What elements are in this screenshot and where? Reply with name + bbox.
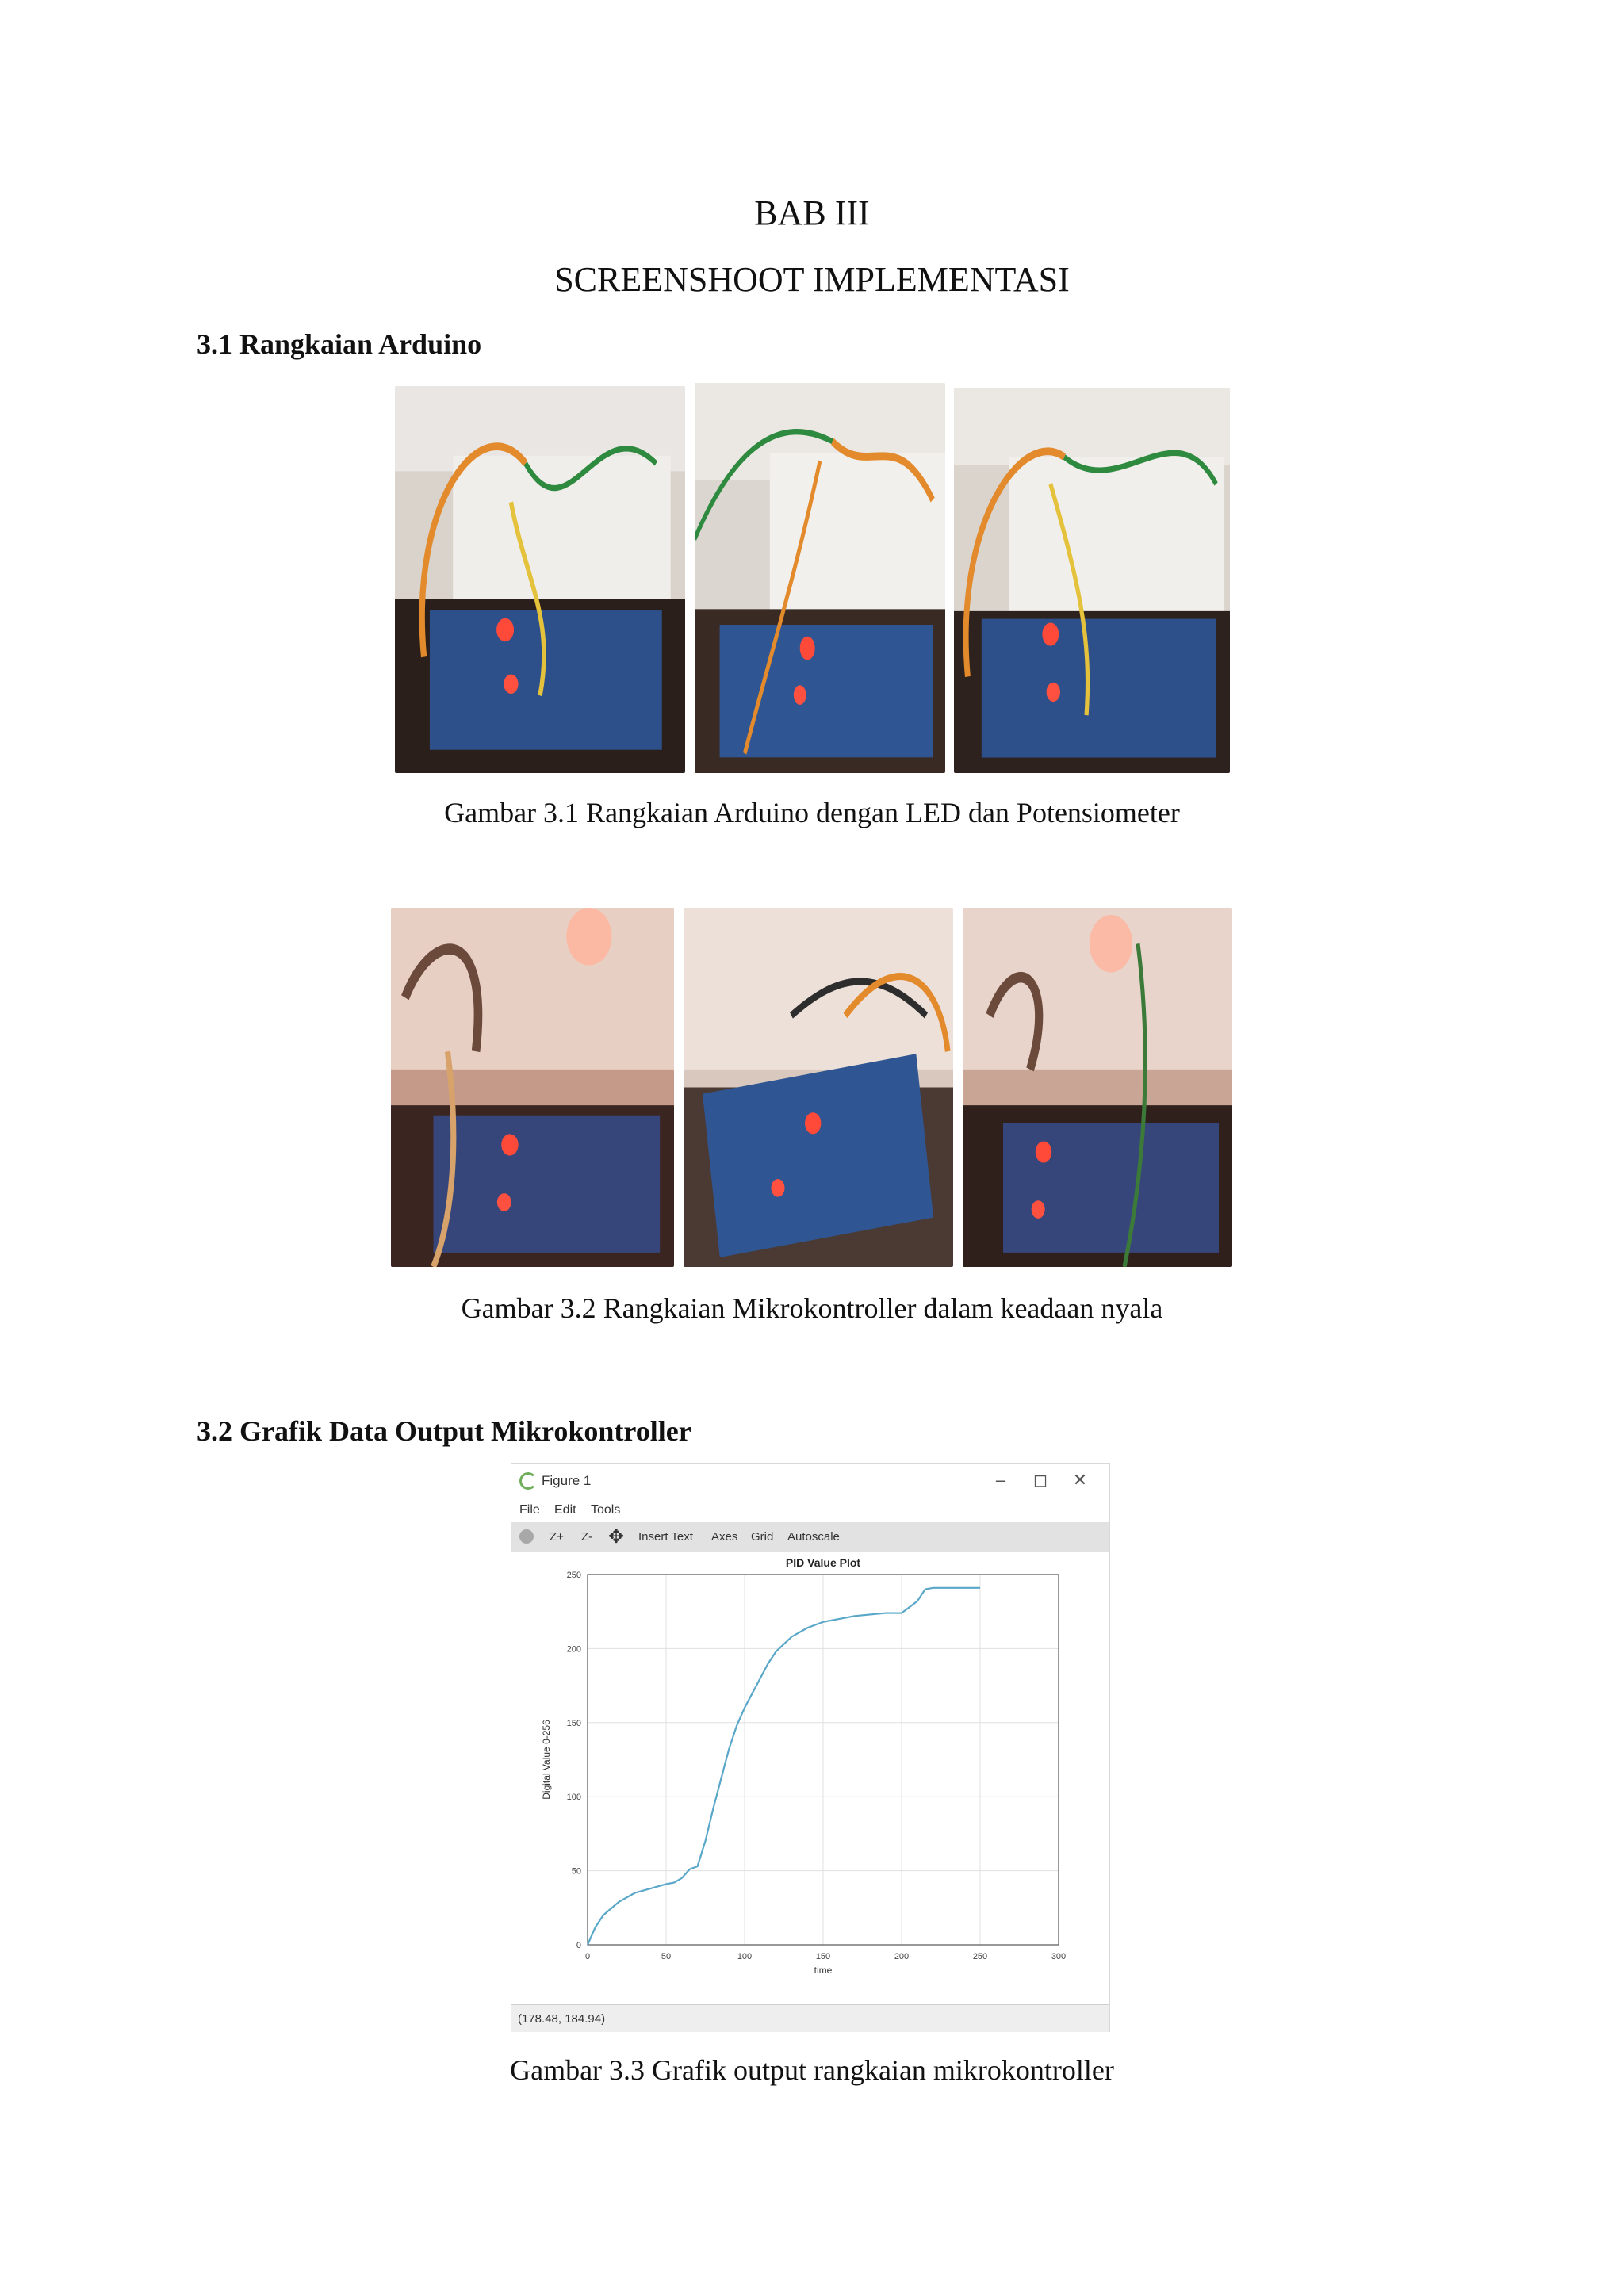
- section-heading-arduino: 3.1 Rangkaian Arduino: [197, 328, 482, 360]
- figure-caption-3-1: Gambar 3.1 Rangkaian Arduino dengan LED dan Potensiometer: [444, 797, 1180, 828]
- zoom-out-button[interactable]: Z-: [581, 1530, 593, 1544]
- zoom-in-button[interactable]: Z+: [550, 1530, 564, 1544]
- y-tick-label: 200: [566, 1644, 581, 1655]
- microcontroller-photo-3: [963, 908, 1232, 1267]
- autoscale-button[interactable]: Autoscale: [787, 1530, 840, 1544]
- section-heading-chart: 3.2 Grafik Data Output Mikrokontroller: [197, 1415, 691, 1447]
- x-tick-label: 300: [1051, 1952, 1067, 1961]
- x-tick-label: 150: [815, 1952, 831, 1961]
- status-bar: [511, 2004, 1109, 2032]
- microcontroller-photo-1: [391, 908, 674, 1267]
- axes-button[interactable]: Axes: [711, 1530, 738, 1544]
- window-titlebar: [511, 1464, 1109, 1498]
- x-tick-label: 0: [584, 1952, 591, 1961]
- y-axis-label: Digital Value 0-256: [541, 1720, 552, 1800]
- x-tick-label: 100: [737, 1952, 753, 1961]
- plot-window: [511, 1463, 1110, 2032]
- y-tick-label: 100: [566, 1793, 581, 1803]
- arduino-photo-3: [954, 388, 1230, 773]
- menu-edit[interactable]: Edit: [554, 1503, 576, 1517]
- x-axis-label: time: [814, 1965, 833, 1976]
- menu-bar: [511, 1498, 1109, 1522]
- plot-canvas[interactable]: [511, 1552, 1109, 2004]
- menu-file[interactable]: File: [519, 1503, 540, 1517]
- chapter-title: BAB III: [754, 193, 870, 232]
- y-tick-label: 250: [566, 1571, 581, 1580]
- home-icon[interactable]: [519, 1529, 534, 1544]
- figure-app-icon: [519, 1472, 537, 1490]
- window-title: Figure 1: [542, 1473, 592, 1488]
- insert-text-button[interactable]: Insert Text: [638, 1530, 693, 1544]
- minimize-button[interactable]: –: [995, 1470, 1006, 1490]
- y-tick-label: 0: [576, 1941, 581, 1950]
- x-tick-label: 200: [894, 1952, 910, 1961]
- cursor-coordinates: (178.48, 184.94): [518, 2012, 606, 2026]
- microcontroller-photo-2: [684, 908, 953, 1267]
- arduino-photo-1: [395, 386, 685, 773]
- x-tick-label: 50: [661, 1952, 672, 1961]
- plot-toolbar: [511, 1522, 1109, 1553]
- close-button[interactable]: ✕: [1072, 1470, 1088, 1490]
- y-tick-label: 50: [571, 1866, 581, 1877]
- maximize-button[interactable]: ◻: [1032, 1470, 1048, 1490]
- figure-caption-3-3: Gambar 3.3 Grafik output rangkaian mikrokontroller: [510, 2054, 1114, 2086]
- chapter-subtitle: SCREENSHOOT IMPLEMENTASI: [554, 260, 1070, 299]
- pid-value-chart: [511, 1552, 1109, 2004]
- figure-caption-3-2: Gambar 3.2 Rangkaian Mikrokontroller dalam keadaan nyala: [461, 1292, 1163, 1324]
- chart-title: PID Value Plot: [785, 1556, 861, 1569]
- arduino-photo-2: [695, 383, 945, 773]
- menu-tools[interactable]: Tools: [591, 1503, 621, 1517]
- grid-button[interactable]: Grid: [751, 1530, 774, 1544]
- series-line: [588, 1588, 980, 1945]
- x-tick-label: 250: [972, 1952, 988, 1961]
- y-tick-label: 150: [566, 1718, 581, 1728]
- pan-icon[interactable]: ✥: [608, 1526, 625, 1548]
